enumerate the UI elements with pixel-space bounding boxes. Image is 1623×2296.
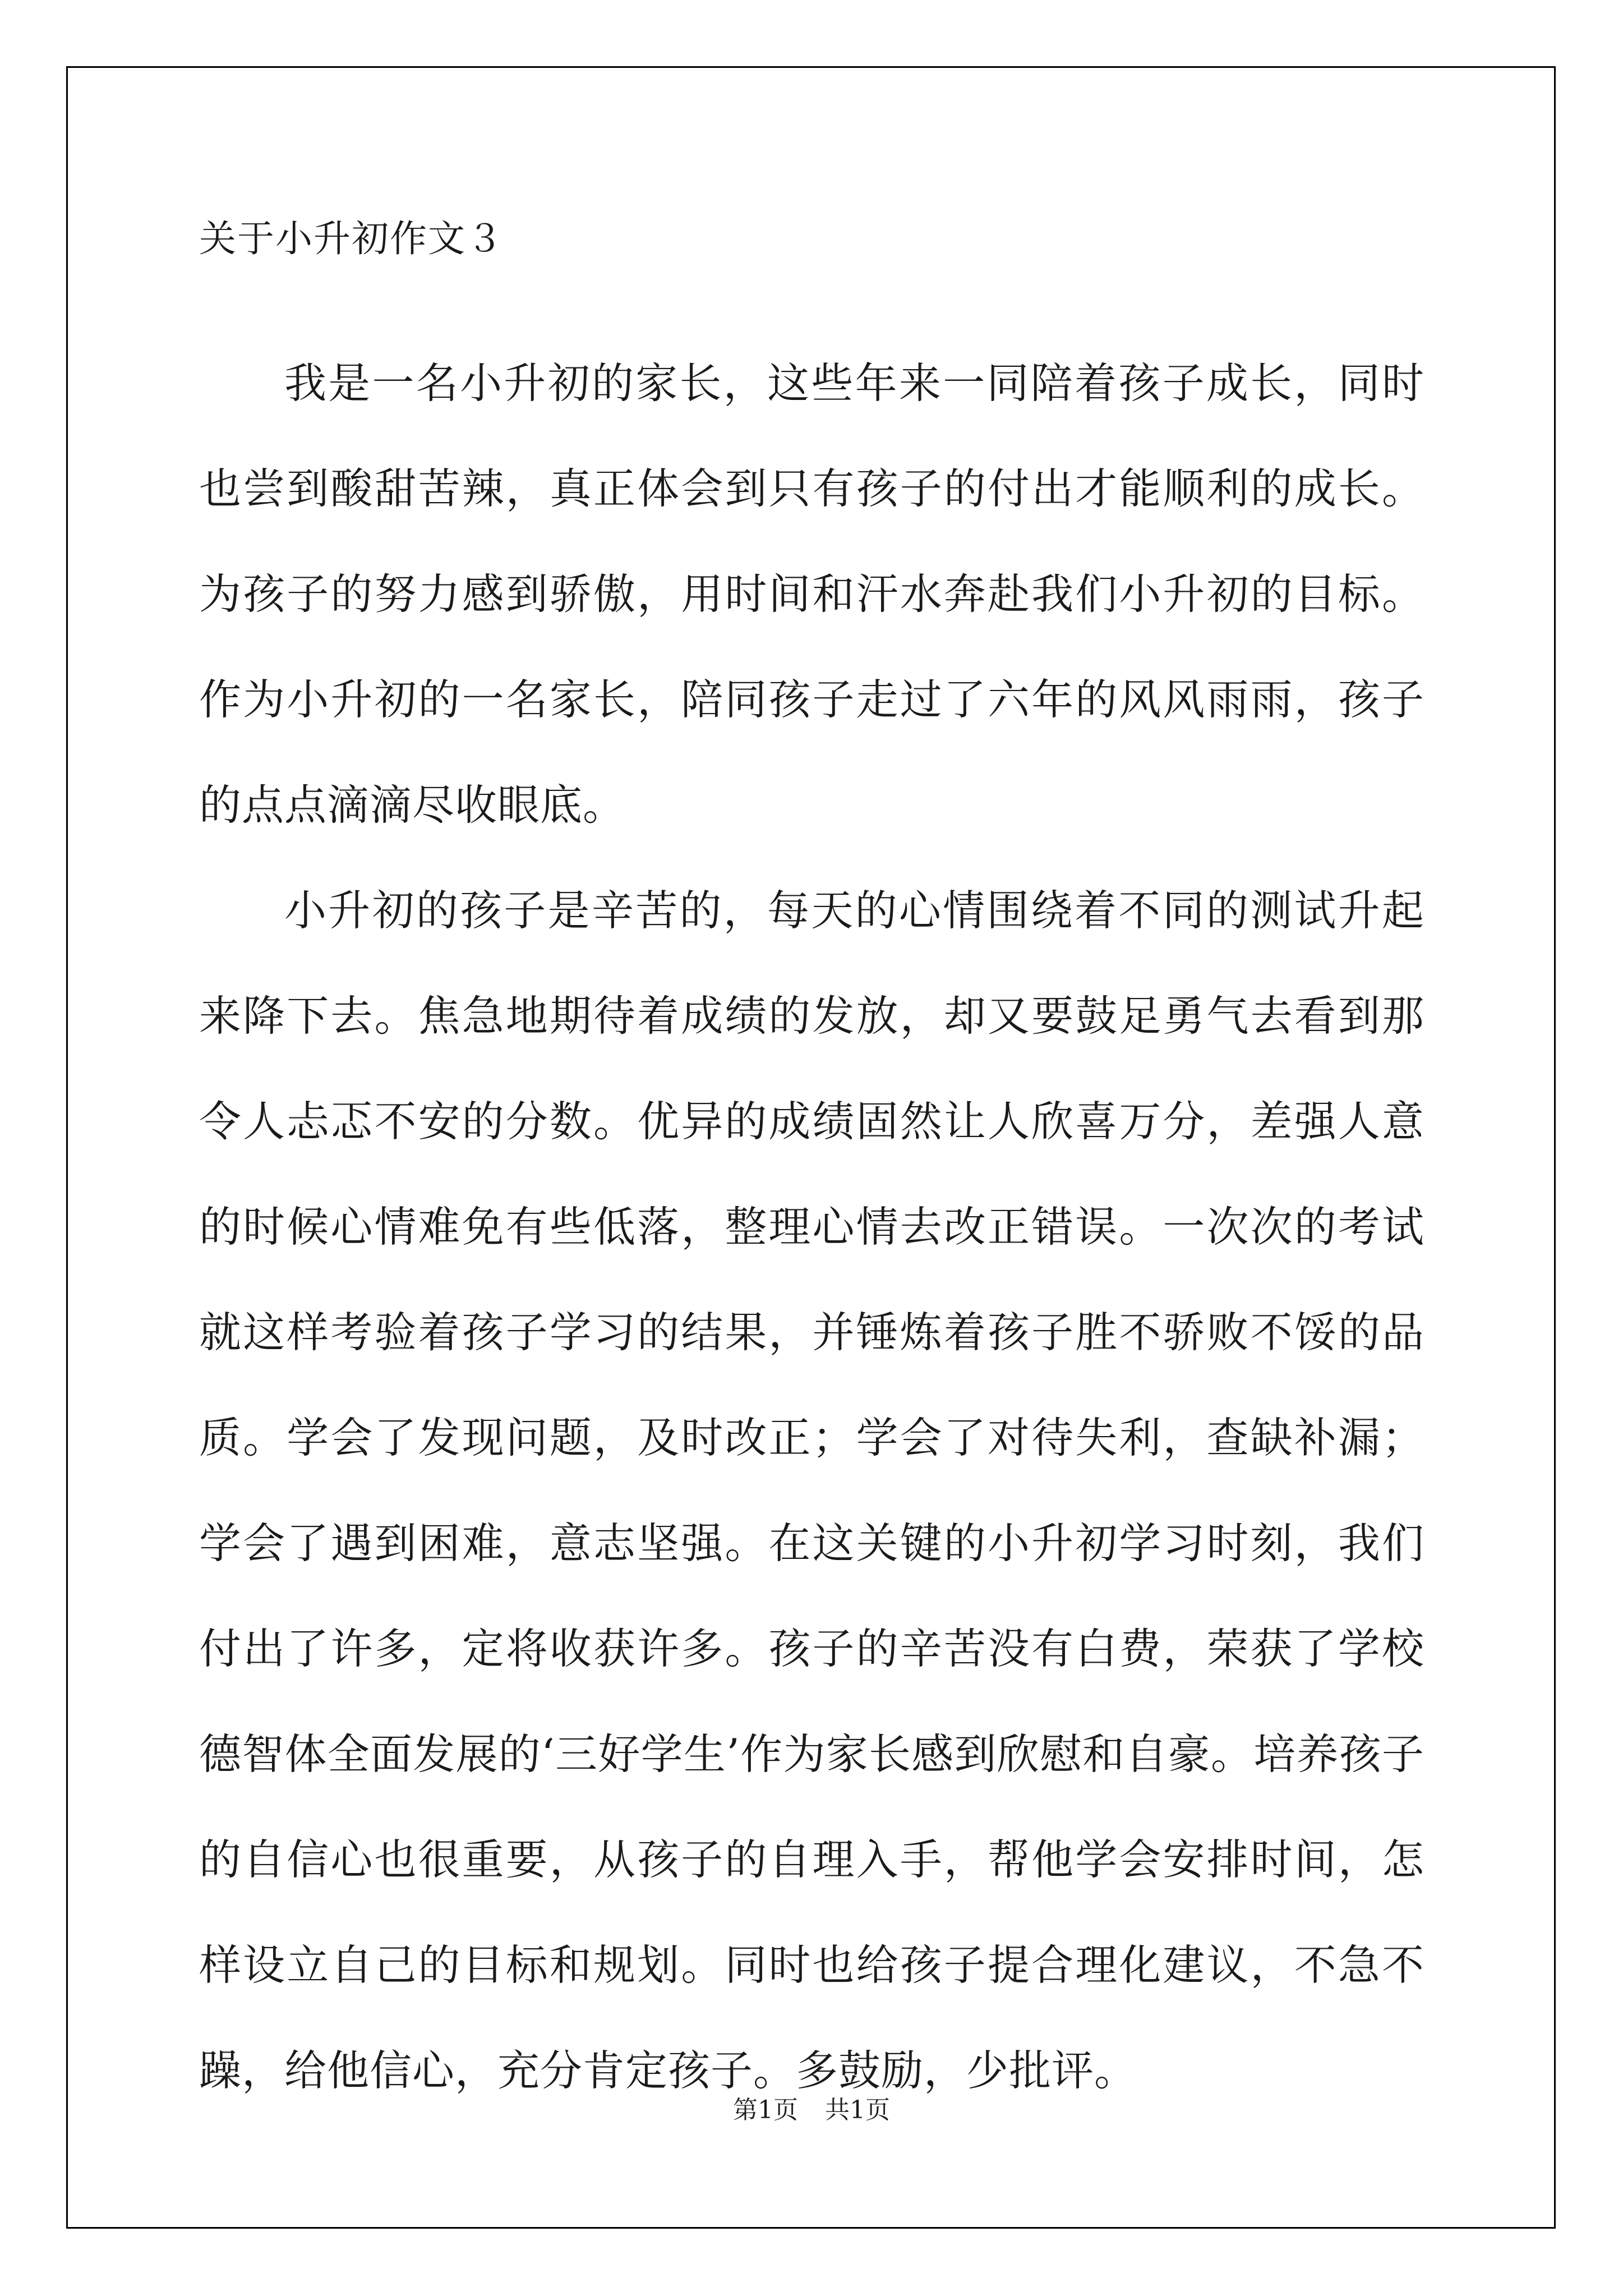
paragraph-2: 小升初的孩子是辛苦的，每天的心情围绕着不同的测试升起来降下去。焦急地期待着成绩的发放，却又要鼓足勇气去看到那令人忐忑不安的分数。优异的成绩固然让人欣喜万分，差强人意的时候心情难免有些低落，整理心情去改正错误。一次次的考试就这样考验着孩子学习的结果，并锤炼着孩子胜不骄败不馁的品质。学会了发现问题，及时改正；学会了对待失利，查缺补漏；学会了遇到困难，意志坚强。在这关键的小升初学习时刻，我们付出了许多，定将收获许多。孩子的辛苦没有白费，荣获了学校德智体全面发展的‘三好学生’作为家长感到欣慰和自豪。培养孩子的自信心也很重要，从孩子的自理入手，帮他学会安排时间，怎样设立自己的目标和规划。同时也给孩子提合理化建议，不急不躁，给他信心，充分肯定孩子。多鼓励，少批评。 (199, 886, 1424, 2095)
page-footer (0, 2098, 1623, 2123)
document-body (199, 217, 1424, 2123)
page-number: 第1页 (733, 2096, 798, 2124)
page-total: 共1页 (825, 2096, 890, 2124)
document-title: 关于小升初作文３ (199, 217, 504, 260)
paragraph-1: 我是一名小升初的家长，这些年来一同陪着孩子成长，同时也尝到酸甜苦辣，真正体会到只有孩子的付出才能顺利的成长。为孩子的努力感到骄傲，用时间和汗水奔赴我们小升初的目标。作为小升初的一名家长，陪同孩子走过了六年的风风雨雨，孩子的点点滴滴尽收眼底。 (199, 358, 1424, 830)
